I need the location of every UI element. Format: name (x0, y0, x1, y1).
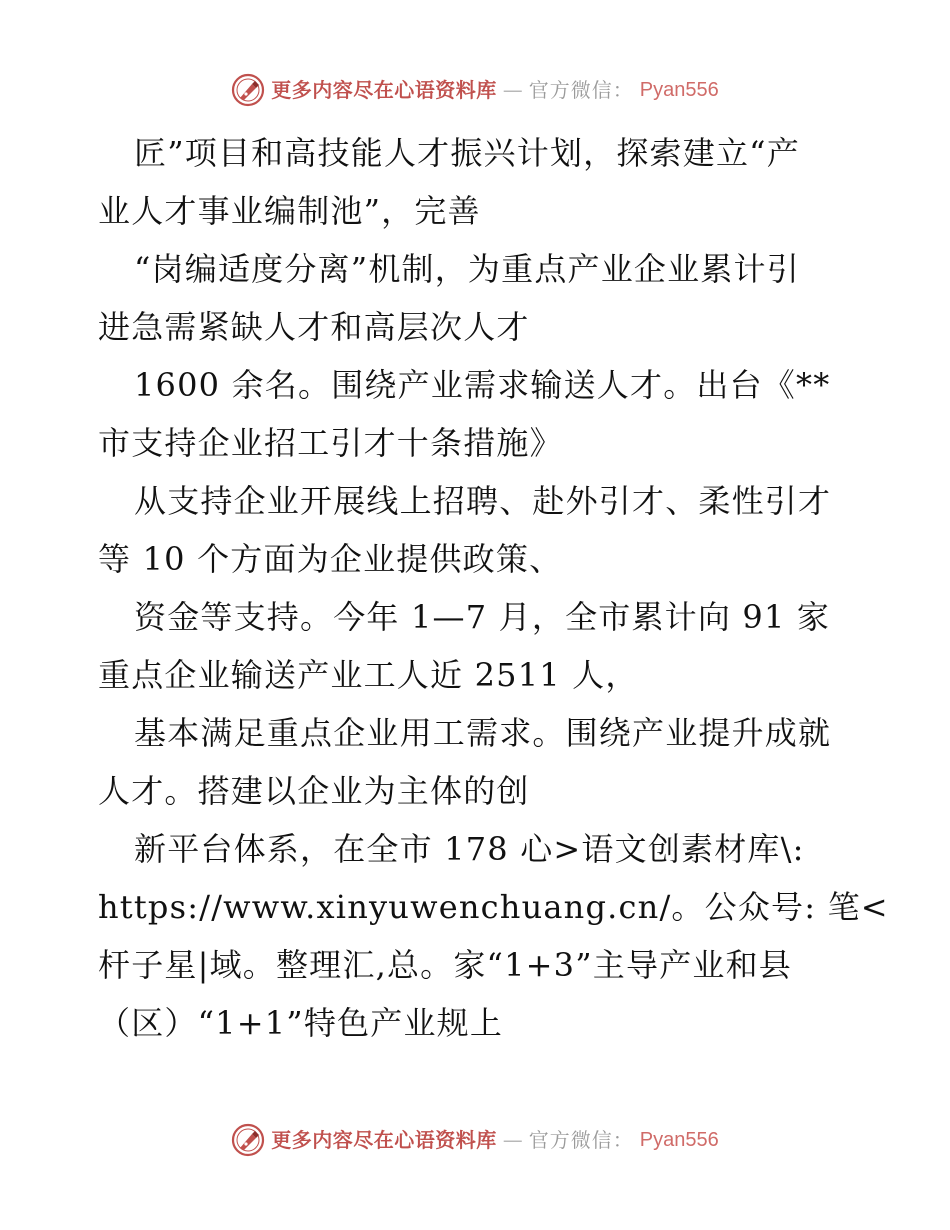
text-line: 业人才事业编制池”，完善 (98, 192, 481, 230)
pen-nib-logo-icon (231, 73, 265, 107)
text-line: 从支持企业开展线上招聘、赴外引才、柔性引才 (134, 482, 832, 520)
footer-separator: — (502, 1128, 523, 1152)
text-line: “岗编适度分离”机制，为重点产业企业累计引 (134, 250, 800, 288)
header-wechat-label: 官方微信： (528, 78, 634, 102)
text-line: 资金等支持。今年 1—7 月，全市累计向 91 家 (134, 598, 831, 636)
body-text (98, 124, 889, 1052)
text-line: 新平台体系，在全市 178 心>语文创素材库\: (134, 830, 805, 868)
text-line: 匠”项目和高技能人才振兴计划，探索建立“产 (134, 134, 800, 172)
footer-banner-content (231, 1123, 718, 1157)
footer-wechat-id: Pyan556 (639, 1129, 719, 1151)
text-line: 等 10 个方面为企业提供政策、 (98, 540, 563, 578)
text-line: https://www.xinyuwenchuang.cn/。公众号: 笔< (98, 888, 889, 926)
footer-site-text: 更多内容尽在心语资料库 (271, 1128, 497, 1152)
text-line: 重点企业输送产业工人近 2511 人， (98, 656, 639, 694)
header-banner-content (231, 73, 718, 107)
header-banner (0, 70, 950, 110)
text-line: 基本满足重点企业用工需求。围绕产业提升成就 (134, 714, 832, 752)
header-separator: — (502, 78, 523, 102)
text-line: 杆子星|域。整理汇,总。家“1+3”主导产业和县 (98, 946, 793, 984)
footer-wechat-label: 官方微信： (528, 1128, 634, 1152)
text-line: 1600 余名。围绕产业需求输送人才。出台《** (134, 366, 831, 404)
text-line: 市支持企业招工引才十条措施》 (98, 424, 563, 462)
header-wechat-id: Pyan556 (639, 79, 719, 101)
text-line: 进急需紧缺人才和高层次人才 (98, 308, 530, 346)
text-line: （区）“1+1”特色产业规上 (98, 1004, 504, 1042)
header-site-text: 更多内容尽在心语资料库 (271, 78, 497, 102)
pen-nib-logo-icon (231, 1123, 265, 1157)
text-line: 人才。搭建以企业为主体的创 (98, 772, 530, 810)
footer-banner (0, 1120, 950, 1160)
